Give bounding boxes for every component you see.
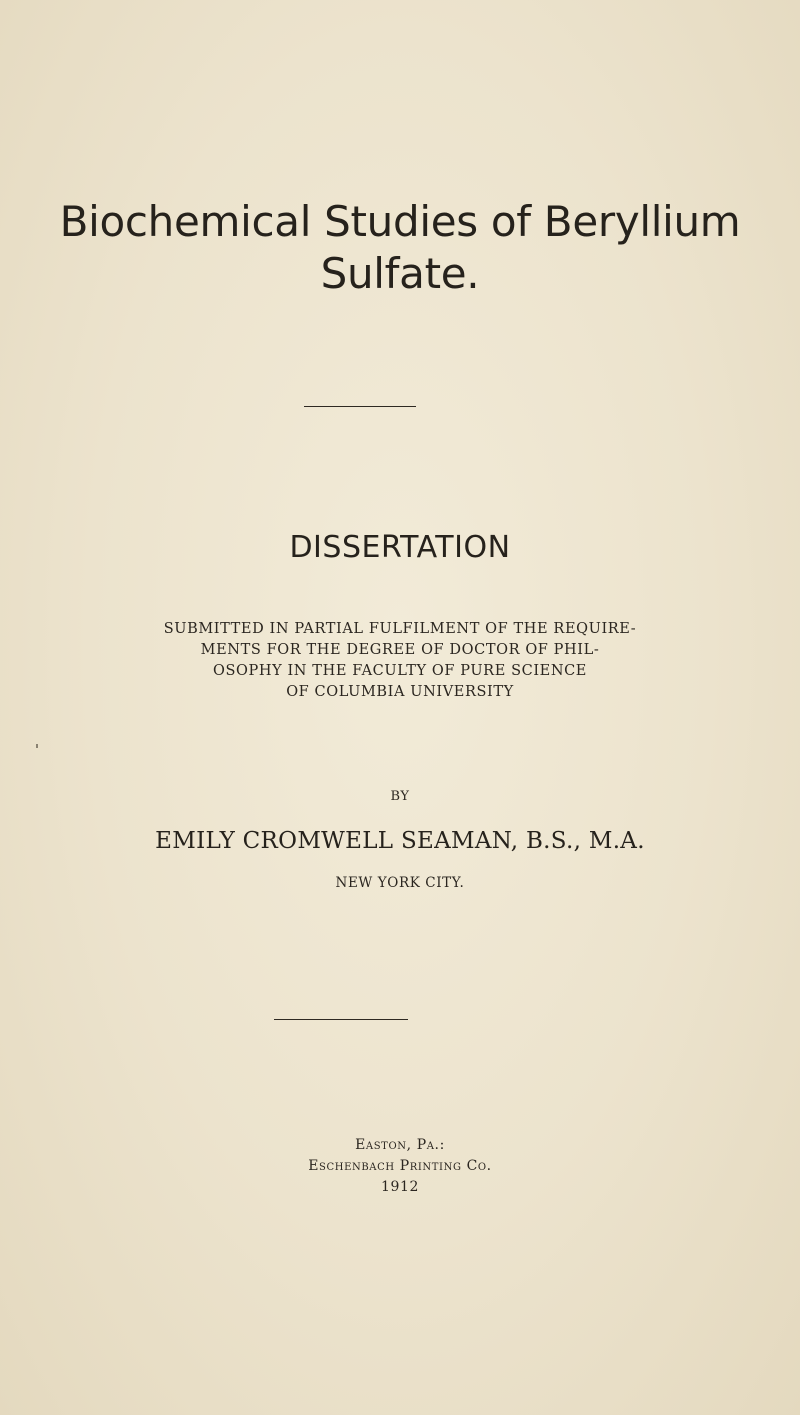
author-location: NEW YORK CITY. xyxy=(335,875,465,891)
divider-top xyxy=(304,406,416,407)
dissertation-heading: DISSERTATION xyxy=(289,530,511,565)
submission-line-4: OF COLUMBIA UNIVERSITY xyxy=(286,684,514,700)
imprint-year: 1912 xyxy=(380,1179,420,1195)
divider-bottom xyxy=(274,1019,408,1020)
submission-line-1: SUBMITTED IN PARTIAL FULFILMENT OF THE REQUIRE- xyxy=(163,621,637,637)
title-line-2: Sulfate. xyxy=(320,249,480,298)
imprint xyxy=(0,1135,800,1198)
imprint-printer: Eschenbach Printing Co. xyxy=(308,1158,492,1174)
submission-statement xyxy=(0,619,800,703)
title-line-1: Biochemical Studies of Beryllium xyxy=(59,197,741,246)
imprint-place: Easton, Pa.: xyxy=(355,1137,445,1153)
by-label: BY xyxy=(390,789,410,804)
author-name: EMILY CROMWELL SEAMAN, B.S., M.A. xyxy=(155,828,645,854)
submission-line-2: MENTS FOR THE DEGREE OF DOCTOR OF PHIL- xyxy=(200,642,600,658)
submission-line-3: OSOPHY IN THE FACULTY OF PURE SCIENCE xyxy=(212,663,587,679)
paper-speck xyxy=(36,744,38,748)
document-title xyxy=(0,196,800,300)
